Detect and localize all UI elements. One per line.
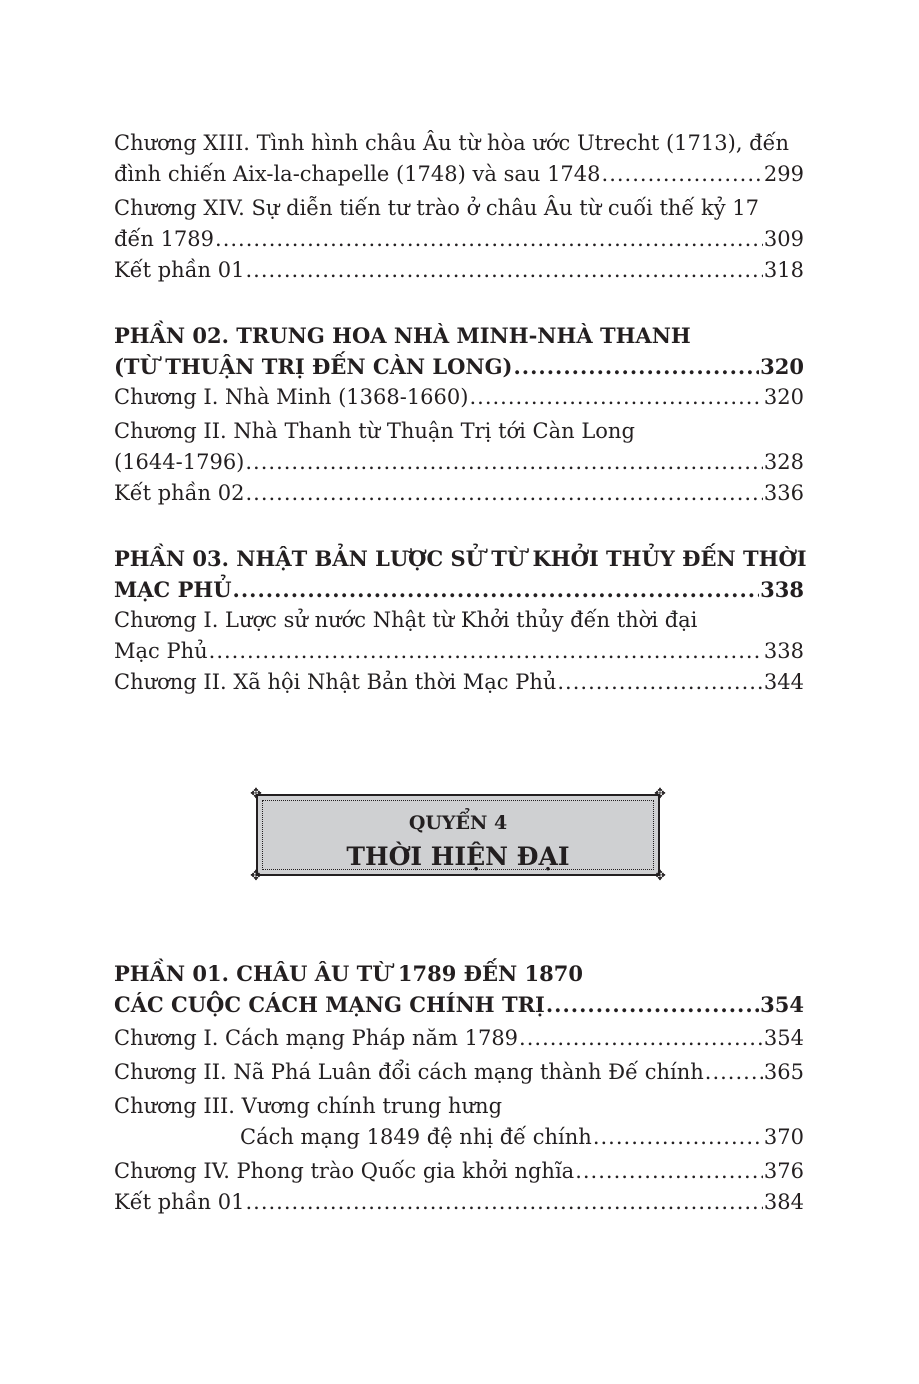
volume-banner [248,786,668,884]
page-number: 309 [763,227,804,251]
page-number: 328 [763,450,804,474]
leader-dots [245,478,762,509]
toc-entry-cach-mang-phap[interactable] [114,1023,804,1054]
toc-entry-xa-hoi-nhat[interactable] [114,667,804,698]
leader-dots [519,1023,763,1054]
toc-entry-ket-phan-01-v4[interactable] [114,1187,804,1218]
page-number: 318 [763,258,804,282]
ornament-icon: ✥ [250,868,262,884]
section-heading-part-02[interactable] [114,320,804,382]
page-number: 376 [763,1159,804,1183]
section-title-line1: PHẦN 03. NHẬT BẢN LƯỢC SỬ TỪ KHỞI THỦY ĐẾN THỜI [114,546,807,571]
page-number: 370 [763,1125,804,1149]
ornament-icon: ✥ [654,786,666,802]
section-title-line2: MẠC PHỦ [114,577,232,602]
page-number: 344 [763,670,804,694]
leader-dots [245,1187,762,1218]
entry-title: Chương I. Cách mạng Pháp năm 1789 [114,1026,519,1050]
entry-line1: Chương II. Nhà Thanh từ Thuận Trị tới Càn Long [114,419,635,443]
leader-dots [245,255,762,286]
toc-entry-chuong-14[interactable] [114,193,804,255]
entry-title: Kết phần 02 [114,481,245,505]
toc-entry-ket-phan-02[interactable] [114,478,804,509]
toc-entry-nha-minh[interactable] [114,382,804,413]
page-number: 384 [763,1190,804,1214]
leader-dots [469,382,762,413]
page-number: 354 [760,992,804,1017]
entry-line1: Chương XIII. Tình hình châu Âu từ hòa ước Utrecht (1713), đến [114,131,790,155]
entry-line2: đến 1789 [114,227,215,251]
entry-line2: (1644-1796) [114,450,245,474]
page-number: 338 [763,639,804,663]
leader-dots [514,351,760,382]
section-title-line1: PHẦN 02. TRUNG HOA NHÀ MINH-NHÀ THANH [114,323,691,348]
leader-dots [557,667,763,698]
page-number: 336 [763,481,804,505]
page-number: 338 [760,577,804,602]
page-number: 365 [763,1060,804,1084]
volume-title: THỜI HIỆN ĐẠI [346,842,570,871]
entry-line1: Chương III. Vương chính trung hưng [114,1094,503,1118]
entry-title: Chương I. Nhà Minh (1368-1660) [114,385,469,409]
volume-label: QUYỂN 4 [408,812,508,834]
leader-dots [546,989,759,1020]
leader-dots [593,1122,763,1153]
toc-page-volume-4 [114,958,804,1218]
page-number: 299 [763,162,804,186]
entry-line2: Mạc Phủ [114,639,208,663]
entry-line2: Cách mạng 1849 đệ nhị đế chính [240,1125,592,1149]
entry-title: Chương IV. Phong trào Quốc gia khởi nghĩa [114,1159,575,1183]
toc-page [114,128,807,698]
leader-dots [602,159,763,190]
toc-entry-na-pha-luan[interactable] [114,1057,804,1088]
entry-title: Chương II. Nã Phá Luân đổi cách mạng thành Đế chính [114,1060,704,1084]
entry-line1: Chương XIV. Sự diễn tiến tư trào ở châu Âu từ cuối thế kỷ 17 [114,196,759,220]
section-title-line1: PHẦN 01. CHÂU ÂU TỪ 1789 ĐẾN 1870 [114,961,583,986]
leader-dots [215,224,763,255]
ornament-icon: ✥ [654,868,666,884]
entry-line1: Chương I. Lược sử nước Nhật từ Khởi thủy đến thời đại [114,608,698,632]
toc-entry-chuong-13[interactable] [114,128,804,190]
entry-title: Kết phần 01 [114,258,245,282]
page-number: 320 [763,385,804,409]
toc-entry-luoc-su-nhat[interactable] [114,605,804,667]
page-number: 354 [763,1026,804,1050]
toc-entry-nha-thanh[interactable] [114,416,804,478]
leader-dots [575,1156,763,1187]
leader-dots [233,574,760,605]
page-number: 320 [760,354,804,379]
toc-entry-ket-phan-01[interactable] [114,255,804,286]
section-title-line2: CÁC CUỘC CÁCH MẠNG CHÍNH TRỊ [114,992,545,1017]
leader-dots [209,636,763,667]
section-heading-v4-part-01[interactable] [114,958,804,1020]
toc-entry-vuong-chinh[interactable] [114,1091,804,1153]
leader-dots [705,1057,763,1088]
section-heading-part-03[interactable] [114,543,807,605]
entry-line2: đình chiến Aix-la-chapelle (1748) và sau 1748 [114,162,601,186]
leader-dots [245,447,763,478]
ornament-icon: ✥ [250,786,262,802]
section-title-line2: (TỪ THUẬN TRỊ ĐẾN CÀN LONG) [114,354,513,379]
entry-title: Kết phần 01 [114,1190,245,1214]
entry-title: Chương II. Xã hội Nhật Bản thời Mạc Phủ [114,670,557,694]
toc-entry-phong-trao[interactable] [114,1156,804,1187]
